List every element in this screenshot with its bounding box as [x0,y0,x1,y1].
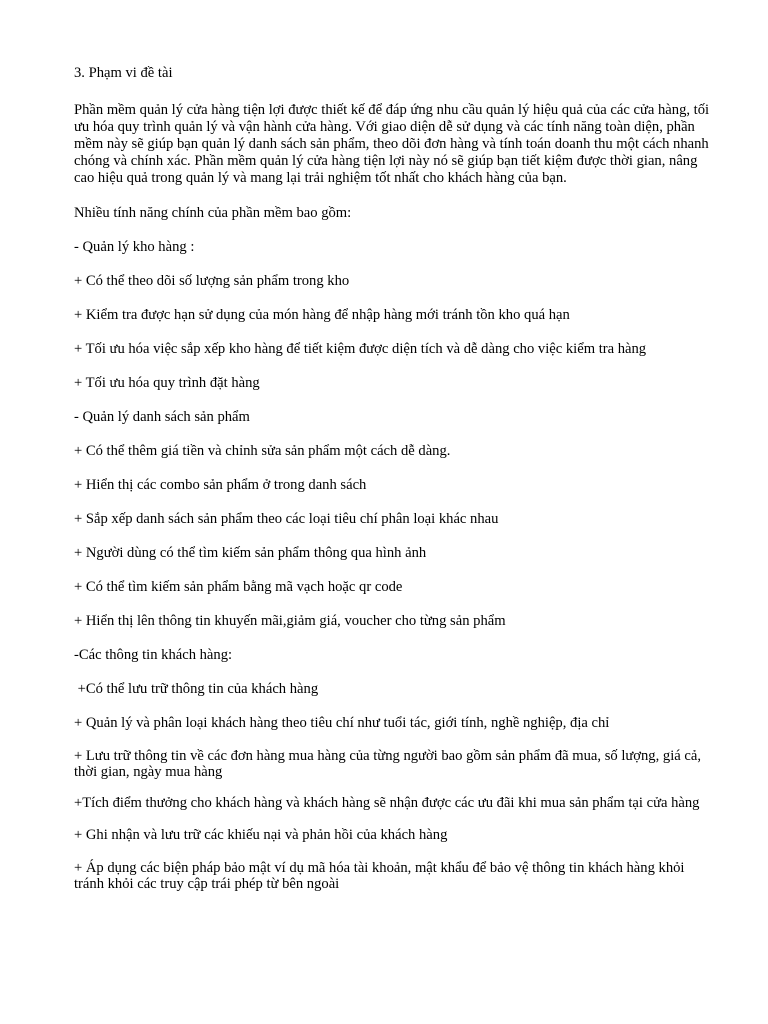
list-item: + Hiển thị các combo sản phẩm ở trong danh sách [74,477,367,493]
list-item: + Ghi nhận và lưu trữ các khiếu nại và phản hồi của khách hàng [74,827,448,843]
list-item: + Sắp xếp danh sách sản phẩm theo các loại tiêu chí phân loại khác nhau [74,511,499,527]
list-item: + Hiển thị lên thông tin khuyến mãi,giảm giá, voucher cho từng sản phẩm [74,613,506,629]
section-label-products: - Quản lý danh sách sản phẩm [74,409,250,425]
list-item: + Có thể tìm kiếm sản phẩm bằng mã vạch hoặc qr code [74,579,403,595]
list-item: +Có thể lưu trữ thông tin của khách hàng [74,681,319,697]
list-item: +Tích điểm thưởng cho khách hàng và khách hàng sẽ nhận được các ưu đãi khi mua sản phẩm tại cửa hàng [74,795,700,811]
list-item: + Tối ưu hóa việc sắp xếp kho hàng để tiết kiệm được diện tích và dễ dàng cho việc kiểm tra hàng [74,341,647,357]
section-label-customers: -Các thông tin khách hàng: [74,647,233,663]
intro-paragraph: Phần mềm quản lý cửa hàng tiện lợi được thiết kế để đáp ứng nhu cầu quản lý hiệu quả của các cửa hàng, tối ưu hóa quy trình quản lý và vận hành cửa hàng. Với giao diện dễ sử dụng và các tính năng toàn diện, phần mềm này sẽ giúp bạn quản lý danh sách sản phẩm, theo dõi đơn hàng và tính toán doanh thu một cách nhanh chóng và chính xác. Phần mềm quản lý cửa hàng tiện lợi này nó sẽ giúp bạn tiết kiệm được thời gian, nâng cao hiệu quả trong quản lý và mang lại trải nghiệm tốt nhất cho khách hàng của bạn. [74,102,710,186]
list-item: + Có thể theo dõi số lượng sản phẩm trong kho [74,273,350,289]
list-item: + Tối ưu hóa quy trình đặt hàng [74,375,260,391]
list-item: + Có thể thêm giá tiền và chỉnh sửa sản phẩm một cách dễ dàng. [74,443,451,459]
list-item: + Lưu trữ thông tin về các đơn hàng mua hàng của từng người bao gồm sản phẩm đã mua, số lượng, giá cả, thời gian, ngày mua hàng [74,748,701,780]
features-intro: Nhiều tính năng chính của phần mềm bao gồm: [74,205,352,221]
list-item: + Kiểm tra được hạn sử dụng của món hàng để nhập hàng mới tránh tồn kho quá hạn [74,307,570,323]
section-heading: 3. Phạm vi đề tài [74,65,173,81]
list-item: + Quản lý và phân loại khách hàng theo tiêu chí như tuổi tác, giới tính, nghề nghiệp, địa chỉ [74,715,610,731]
list-item: + Áp dụng các biện pháp bảo mật ví dụ mã hóa tài khoản, mật khẩu để bảo vệ thông tin khách hàng khỏi tránh khỏi các truy cập trái phép từ bên ngoài [74,860,685,892]
list-item: + Người dùng có thể tìm kiếm sản phẩm thông qua hình ảnh [74,545,427,561]
section-label-warehouse: - Quản lý kho hàng : [74,239,195,255]
document-page [74,64,714,907]
